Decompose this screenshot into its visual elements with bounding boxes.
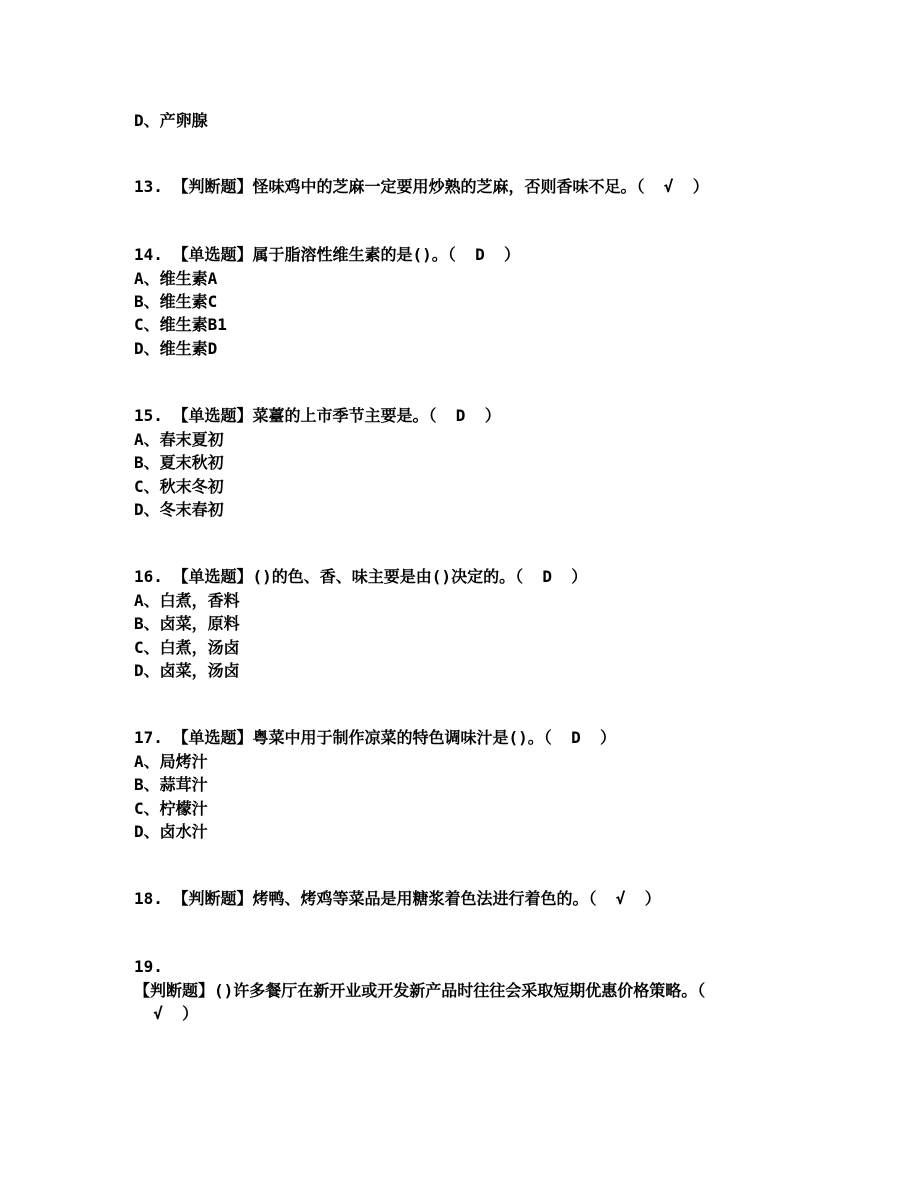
option-d-q15: D、冬末春初 [134,500,224,519]
question-18: 18. 【判断题】烤鸭、烤鸡等菜品是用糖浆着色法进行着色的。（ √ ） [134,889,661,908]
question-19-answer: √ ） [134,1004,199,1023]
option-d-q17: D、卤水汁 [134,822,208,841]
option-d-q12: D、产卵腺 [134,111,208,130]
option-b-q16: B、卤菜，原料 [134,614,240,633]
option-b-q17: B、蒜茸汁 [134,775,208,794]
option-a-q14: A、维生素A [134,269,218,288]
question-13: 13. 【判断题】怪味鸡中的芝麻一定要用炒熟的芝麻，否则香味不足。（ √ ） [134,177,709,196]
option-a-q17: A、局烤汁 [134,752,208,771]
question-19-number: 19. [134,957,163,976]
question-16: 16. 【单选题】()的色、香、味主要是由()决定的。（ D ） [134,567,588,586]
option-d-q14: D、维生素D [134,339,218,358]
option-d-q16: D、卤菜，汤卤 [134,661,240,680]
option-c-q17: C、柠檬汁 [134,799,208,818]
option-a-q16: A、白煮，香料 [134,591,240,610]
question-14: 14. 【单选题】属于脂溶性维生素的是()。（ D ） [134,245,520,264]
question-19: 【判断题】()许多餐厅在新开业或开发新产品时往往会采取短期优惠价格策略。（ [134,981,706,1000]
option-b-q15: B、夏末秋初 [134,453,224,472]
option-c-q16: C、白煮，汤卤 [134,638,240,657]
option-a-q15: A、春末夏初 [134,430,224,449]
question-15: 15. 【单选题】菜薹的上市季节主要是。（ D ） [134,406,501,425]
option-b-q14: B、维生素C [134,292,218,311]
option-c-q14: C、维生素B1 [134,315,227,334]
question-17: 17. 【单选题】粤菜中用于制作凉菜的特色调味汁是()。（ D ） [134,728,616,747]
option-c-q15: C、秋末冬初 [134,477,224,496]
